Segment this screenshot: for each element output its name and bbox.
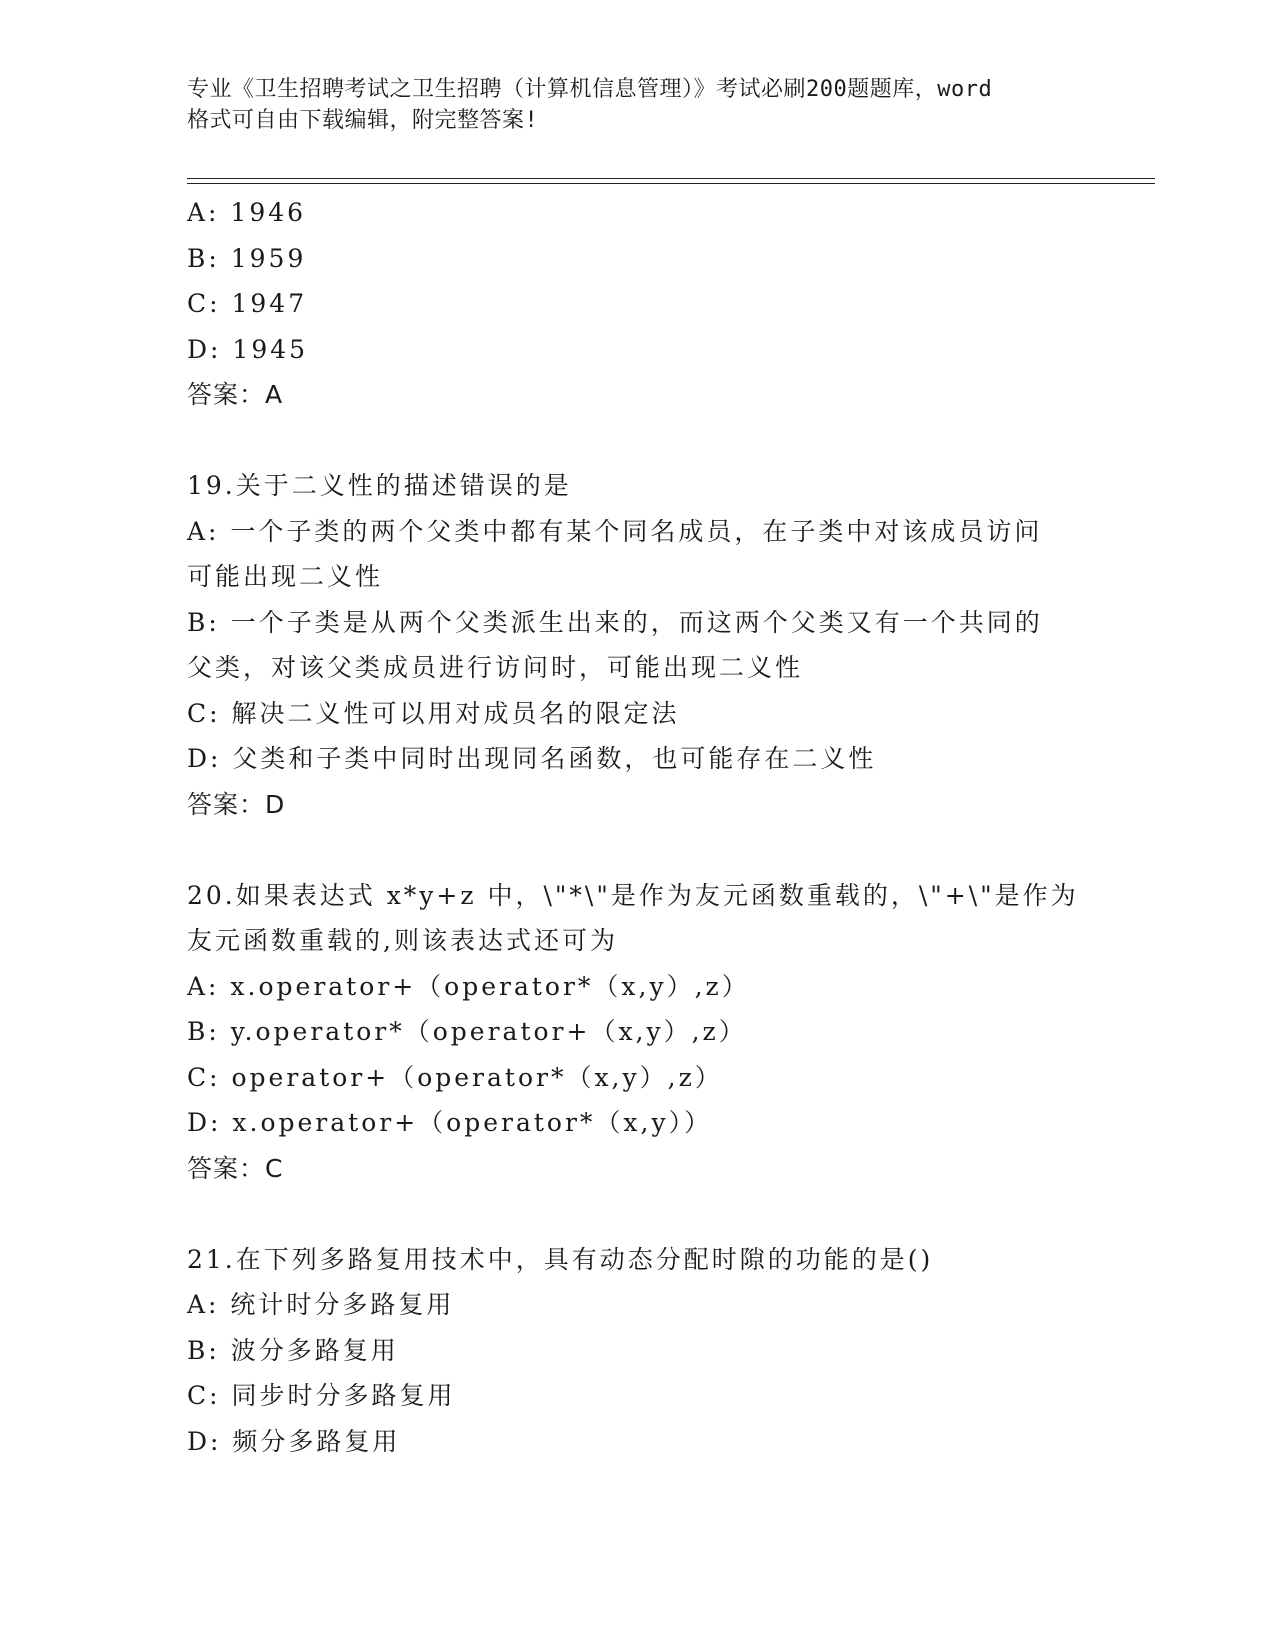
spacer	[187, 1191, 1087, 1237]
option-a: A: x.operator+（operator*（x,y）,z）	[187, 971, 750, 1001]
option-d: D: 父类和子类中同时出现同名函数，也可能存在二义性	[187, 744, 877, 773]
header-rule-bottom	[187, 183, 1155, 184]
option-a-line-2: 可能出现二义性	[187, 562, 384, 591]
question-list	[187, 190, 1087, 1464]
question-19-block	[187, 463, 1087, 827]
option-d: D: x.operator+（operator*（x,y））	[187, 1108, 713, 1137]
option-b: B: 波分多路复用	[187, 1335, 399, 1365]
answer: 答案：D	[187, 789, 286, 819]
option-a-line-1: A: 一个子类的两个父类中都有某个同名成员，在子类中对该成员访问	[187, 516, 1043, 546]
header-line-1: 专业《卫生招聘考试之卫生招聘（计算机信息管理）》考试必刷200题题库，word	[187, 77, 993, 102]
document-header	[187, 74, 1087, 136]
option-c: C: operator+（operator*（x,y）,z）	[187, 1062, 723, 1092]
option-c: C: 同步时分多路复用	[187, 1381, 456, 1410]
question-text-line-2: 友元函数重载的,则该表达式还可为	[187, 926, 618, 955]
option-b-line-1: B: 一个子类是从两个父类派生出来的，而这两个父类又有一个共同的	[187, 607, 1043, 637]
option-a: A: 统计时分多路复用	[187, 1290, 455, 1319]
question-text-line-1: 20.如果表达式 x*y+z 中，\"*\"是作为友元函数重载的，\"+\"是作为	[187, 880, 1079, 910]
option-c: C: 1947	[187, 289, 308, 318]
option-a: A: 1946	[187, 198, 307, 227]
question-21-block	[187, 1237, 1087, 1465]
answer: 答案：A	[187, 380, 284, 409]
spacer	[187, 418, 1087, 464]
option-b: B: y.operator*（operator+（x,y）,z）	[187, 1017, 747, 1046]
question-text: 19.关于二义性的描述错误的是	[187, 471, 572, 500]
header-rule-top	[187, 178, 1155, 179]
option-b: B: 1959	[187, 243, 307, 273]
question-18-block	[187, 190, 1087, 418]
header-line-2: 格式可自由下载编辑，附完整答案!	[187, 108, 539, 133]
option-c: C: 解决二义性可以用对成员名的限定法	[187, 698, 680, 728]
question-text: 21.在下列多路复用技术中，具有动态分配时隙的功能的是()	[187, 1244, 934, 1274]
spacer	[187, 827, 1087, 873]
option-d: D: 1945	[187, 334, 309, 364]
question-20-block	[187, 873, 1087, 1192]
option-d: D: 频分多路复用	[187, 1426, 401, 1456]
answer: 答案：C	[187, 1153, 284, 1183]
option-b-line-2: 父类，对该父类成员进行访问时，可能出现二义性	[187, 653, 804, 682]
